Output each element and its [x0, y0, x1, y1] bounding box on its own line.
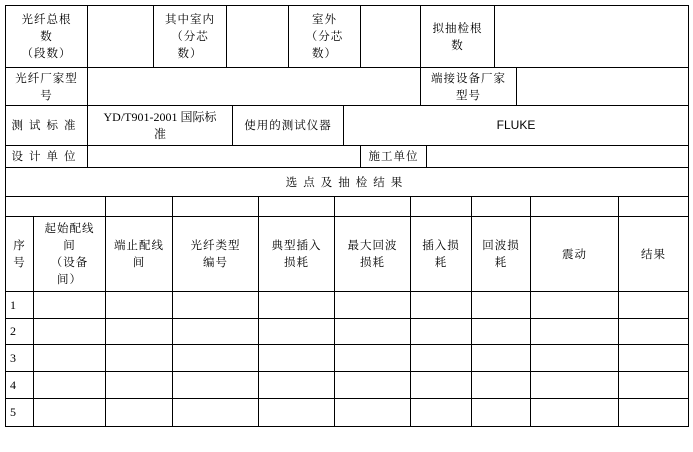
instrument-value: FLUKE: [496, 118, 536, 132]
outdoor-label: 室外 （分芯 数）: [305, 12, 344, 60]
row-number: 4: [10, 377, 16, 392]
rule: [5, 344, 689, 345]
rule: [5, 67, 689, 68]
rule: [5, 371, 689, 372]
rule: [87, 145, 88, 167]
header-insertion-loss: 插入损 耗: [422, 238, 460, 269]
rule: [87, 5, 88, 67]
rule: [426, 145, 427, 167]
rule: [5, 318, 689, 319]
header-fiber-type: 光纤类型 编号: [190, 238, 241, 269]
rule: [494, 5, 495, 67]
sample-count-label: 拟抽检根 数: [432, 20, 483, 52]
header-start-room: 起始配线 间 （设备 间）: [44, 221, 95, 286]
header-vibration: 震动: [562, 246, 587, 261]
row-number: 1: [10, 297, 16, 312]
rule: [688, 5, 689, 427]
rule: [5, 145, 689, 146]
rule: [516, 67, 517, 105]
fiber-maker-label: 光纤厂家型 号: [15, 70, 78, 102]
rule: [226, 5, 227, 67]
rule: [5, 196, 689, 197]
construction-unit-label: 施工单位: [368, 149, 419, 163]
test-standard-label: 测试标准: [11, 118, 82, 132]
rule: [5, 291, 689, 292]
design-unit-label: 设计单位: [11, 149, 82, 163]
row-number: 2: [10, 324, 16, 338]
header-result: 结果: [641, 246, 666, 261]
header-end-room: 端止配线 间: [114, 238, 164, 269]
header-return-loss: 回波损 耗: [482, 238, 520, 269]
row-number: 3: [10, 350, 16, 365]
header-typical-loss: 典型插入 损耗: [271, 238, 322, 269]
test-standard-value: YD/T901-2001 国际标 准: [103, 109, 217, 141]
terminal-maker-label: 端接设备厂家 型号: [431, 70, 506, 102]
indoor-label: 其中室内 （分芯 数）: [165, 12, 215, 60]
header-seq: 序 号: [13, 238, 26, 269]
header-max-return: 最大回波 损耗: [347, 238, 398, 269]
total-fibers-label: 光纤总根 数 （段数）: [21, 12, 72, 60]
rule: [5, 426, 689, 427]
section-title: 选点及抽检结果: [285, 174, 409, 189]
row-number: 5: [10, 405, 16, 419]
rule: [87, 67, 88, 105]
instrument-label: 使用的测试仪器: [244, 118, 332, 132]
rule: [5, 398, 689, 399]
rule: [360, 5, 361, 67]
